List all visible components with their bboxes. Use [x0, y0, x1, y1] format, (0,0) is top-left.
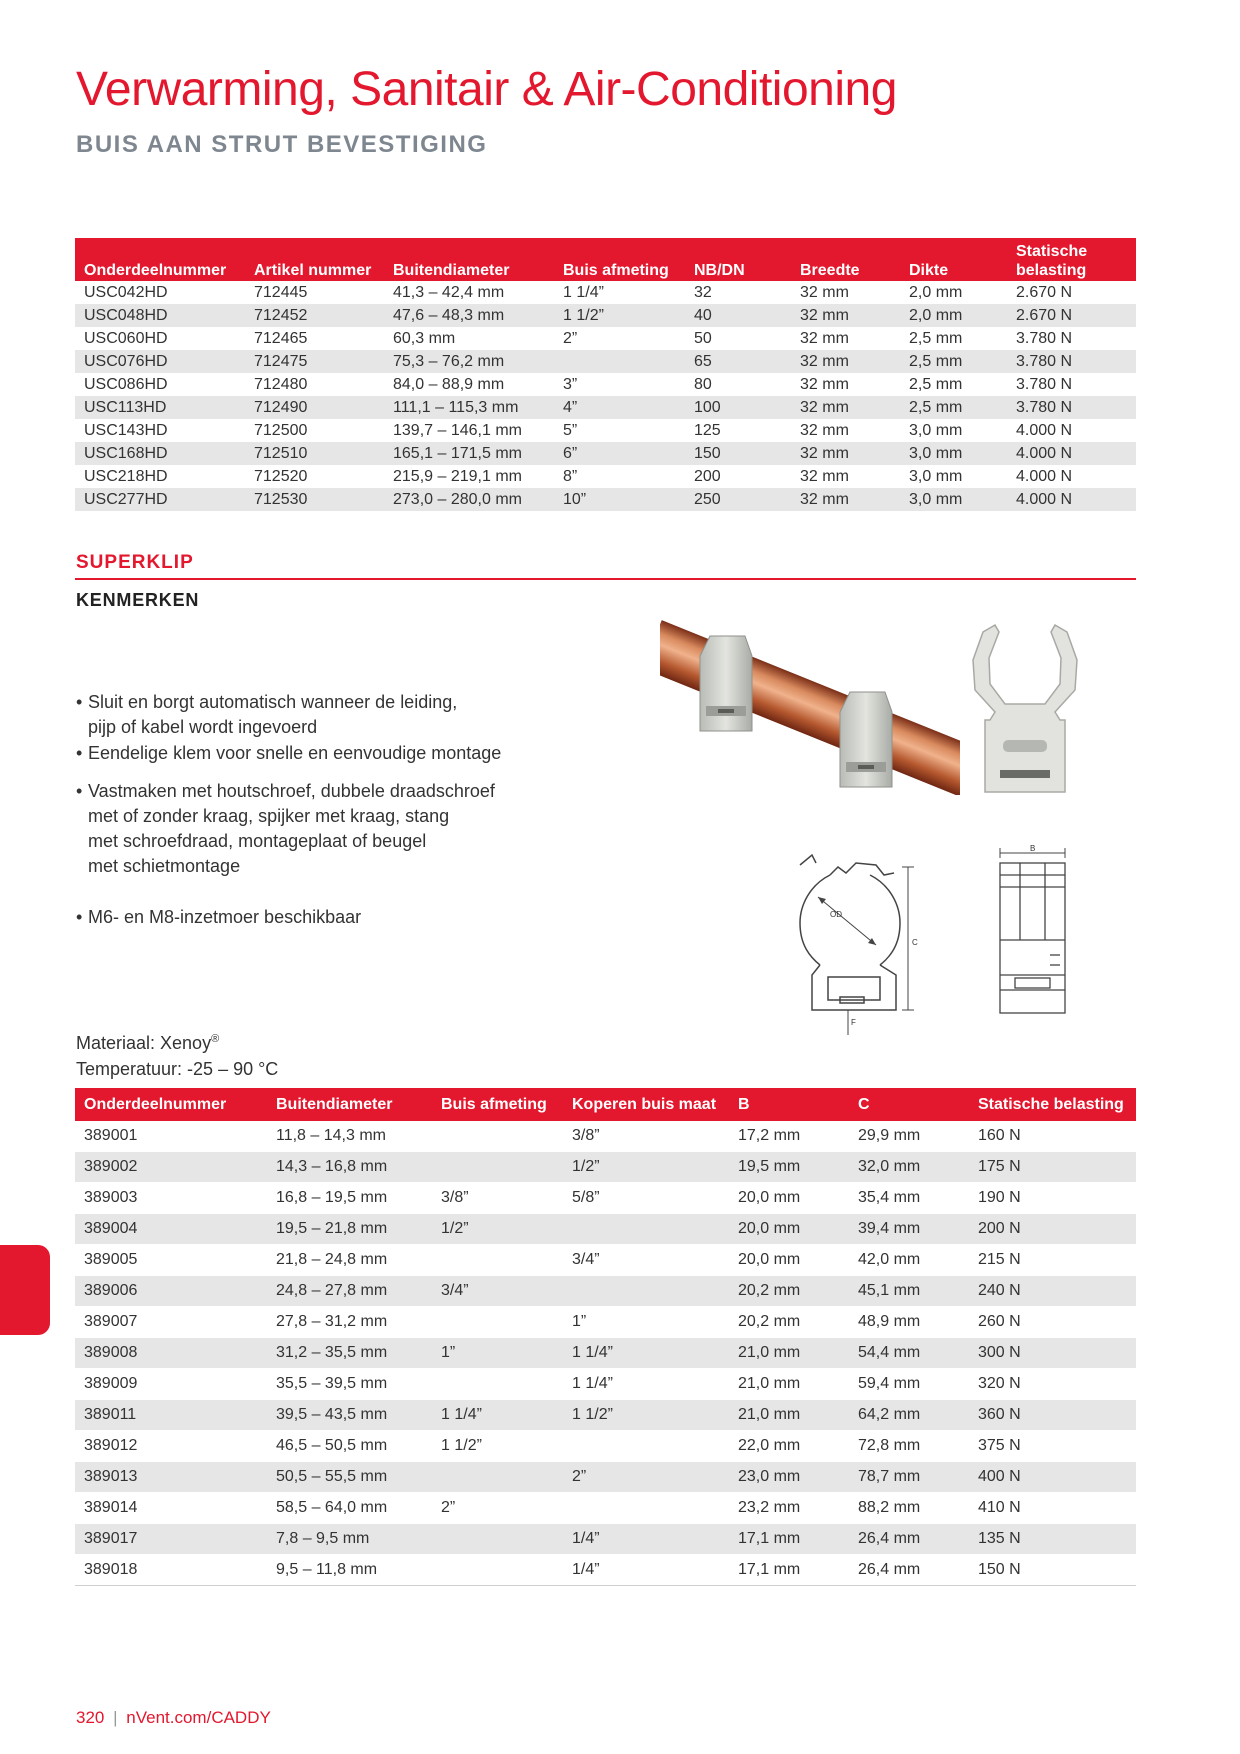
table-cell: 4”: [554, 396, 685, 419]
superklip-heading: SUPERKLIP: [76, 552, 194, 573]
column-header: Dikte: [900, 238, 1007, 281]
table-cell: 712490: [245, 396, 384, 419]
table-cell: USC168HD: [75, 442, 245, 465]
table-row: [75, 281, 1136, 304]
table-cell: 200: [694, 468, 721, 485]
table-cell: 17,1 mm: [729, 1555, 849, 1586]
table-row: [75, 396, 1136, 419]
table-cell: 190 N: [969, 1183, 1136, 1214]
table-cell: 2,0 mm: [909, 284, 963, 301]
table-cell: 1 1/2”: [432, 1431, 563, 1462]
material-line: Materiaal: Xenoy®: [76, 1033, 220, 1053]
table-cell: 215 N: [969, 1245, 1136, 1276]
table-row: [75, 304, 1136, 327]
table-cell: 240 N: [969, 1276, 1136, 1307]
table-row: [75, 488, 1136, 511]
table-cell: 50,5 – 55,5 mm: [267, 1462, 432, 1493]
table-cell: 32: [694, 284, 712, 301]
table-cell: 35,4 mm: [849, 1183, 969, 1214]
column-header: Breedte: [791, 238, 900, 281]
section-divider: [75, 578, 1136, 580]
table-cell: 4.000 N: [1007, 442, 1136, 465]
table-cell: 17,2 mm: [729, 1121, 849, 1152]
table-cell: 2,5 mm: [900, 350, 1007, 373]
table-cell: 45,1 mm: [849, 1276, 969, 1307]
column-header: Artikel nummer: [245, 238, 384, 281]
table-cell: 200 N: [969, 1214, 1136, 1245]
table-cell: 389011: [75, 1400, 267, 1431]
table-cell: 14,3 – 16,8 mm: [267, 1152, 432, 1183]
page-title: Verwarming, Sanitair & Air-Conditioning: [76, 63, 897, 116]
feature-line: Vastmaken met houtschroef, dubbele draadschroef: [88, 781, 495, 801]
table-cell: 32 mm: [791, 396, 900, 419]
table-cell: USC113HD: [75, 396, 245, 419]
table-cell: 32 mm: [791, 442, 900, 465]
features-heading: KENMERKEN: [76, 590, 200, 610]
table-cell: 8”: [563, 468, 578, 485]
table-cell: 32 mm: [800, 468, 849, 485]
table-cell: 21,0 mm: [729, 1400, 849, 1431]
bullet-icon: •: [76, 781, 83, 801]
table-cell: 375 N: [969, 1431, 1136, 1462]
table-cell: 410 N: [969, 1493, 1136, 1524]
table-cell: 48,9 mm: [849, 1307, 969, 1338]
table-cell: 20,2 mm: [729, 1307, 849, 1338]
column-header: Statische belasting: [969, 1088, 1136, 1121]
table-cell: 3/4”: [432, 1276, 563, 1307]
f-label: F: [851, 1018, 856, 1027]
table-row: [75, 1121, 1136, 1152]
table-row: [75, 1369, 1136, 1400]
single-clip-photo: [965, 620, 1095, 800]
table-cell: 3.780 N: [1007, 350, 1136, 373]
table-cell: [432, 1555, 563, 1586]
table-cell: 39,4 mm: [849, 1214, 969, 1245]
table-cell: 32 mm: [791, 488, 900, 511]
bullet-icon: •: [76, 692, 83, 712]
table-cell: 1”: [432, 1338, 563, 1369]
table-cell: USC076HD: [75, 350, 245, 373]
table-cell: 4.000 N: [1016, 422, 1073, 439]
table-cell: 64,2 mm: [849, 1400, 969, 1431]
table-cell: 50: [694, 330, 712, 347]
feature-item: [76, 779, 568, 879]
table-cell: 3/4”: [563, 1245, 729, 1276]
table-cell: 3,0 mm: [909, 422, 963, 439]
table-cell: 20,2 mm: [729, 1276, 849, 1307]
table-cell: 389014: [75, 1493, 267, 1524]
table-cell: 35,5 – 39,5 mm: [267, 1369, 432, 1400]
table-cell: [432, 1307, 563, 1338]
table-cell: [432, 1369, 563, 1400]
feature-item: [76, 741, 568, 766]
table-row: [75, 1493, 1136, 1524]
table-cell: 4.000 N: [1016, 468, 1073, 485]
table-row: [75, 350, 1136, 373]
table-cell: 2,5 mm: [909, 330, 963, 347]
table-cell: 54,4 mm: [849, 1338, 969, 1369]
strut-clamp-table: [75, 238, 1136, 511]
table-row: [75, 1462, 1136, 1493]
table-cell: 165,1 – 171,5 mm: [384, 442, 554, 465]
table-cell: 712480: [254, 376, 308, 393]
table-cell: 5/8”: [563, 1183, 729, 1214]
table-cell: [554, 350, 685, 373]
temperature-line: Temperatuur: -25 – 90 °C: [76, 1059, 279, 1079]
table-cell: 111,1 – 115,3 mm: [384, 396, 554, 419]
table-cell: 23,0 mm: [729, 1462, 849, 1493]
table-cell: 2,5 mm: [900, 396, 1007, 419]
table-row: [75, 1431, 1136, 1462]
column-header: Buitendiameter: [267, 1088, 432, 1121]
table-header-row: [75, 1088, 1136, 1121]
table-cell: 139,7 – 146,1 mm: [393, 422, 522, 439]
table-cell: [563, 1214, 729, 1245]
table-cell: 1 1/4”: [432, 1400, 563, 1431]
table-cell: [432, 1462, 563, 1493]
table-cell: 1”: [563, 1307, 729, 1338]
table-cell: 80: [694, 376, 712, 393]
table-cell: USC277HD: [75, 488, 245, 511]
table-cell: [432, 1152, 563, 1183]
table-cell: 175 N: [969, 1152, 1136, 1183]
table-cell: 389009: [75, 1369, 267, 1400]
table-cell: 2.670 N: [1007, 304, 1136, 327]
page-number: 320: [76, 1708, 105, 1727]
table-cell: 17,1 mm: [729, 1524, 849, 1555]
pipe-with-clips-photo: [660, 620, 960, 795]
table-cell: 1 1/2”: [563, 1400, 729, 1431]
table-cell: 300 N: [969, 1338, 1136, 1369]
bullet-icon: •: [76, 907, 83, 927]
table-cell: 273,0 – 280,0 mm: [384, 488, 554, 511]
feature-line: M6- en M8-inzetmoer beschikbaar: [88, 907, 362, 927]
table-row: [75, 1338, 1136, 1369]
feature-item: [76, 690, 568, 740]
registered-mark: ®: [211, 1033, 220, 1045]
table-row: [75, 1245, 1136, 1276]
table-cell: 88,2 mm: [849, 1493, 969, 1524]
od-label: OD: [830, 910, 842, 919]
column-header: Buitendiameter: [384, 238, 554, 281]
table-cell: 4.000 N: [1007, 488, 1136, 511]
table-cell: 21,8 – 24,8 mm: [267, 1245, 432, 1276]
table-cell: 59,4 mm: [849, 1369, 969, 1400]
table-cell: 1 1/4”: [563, 284, 604, 301]
feature-line: met schroefdraad, montageplaat of beugel: [88, 831, 427, 851]
table-cell: 7,8 – 9,5 mm: [267, 1524, 432, 1555]
table-cell: 20,0 mm: [729, 1214, 849, 1245]
table-cell: 3.780 N: [1016, 330, 1073, 347]
table-cell: 72,8 mm: [849, 1431, 969, 1462]
table-cell: 6”: [554, 442, 685, 465]
table-cell: USC143HD: [84, 422, 168, 439]
table-row: [75, 1524, 1136, 1555]
table-cell: 21,0 mm: [729, 1369, 849, 1400]
table-cell: [432, 1524, 563, 1555]
table-cell: 20,0 mm: [729, 1245, 849, 1276]
table-cell: 3/8”: [563, 1121, 729, 1152]
table-cell: 389017: [75, 1524, 267, 1555]
table-cell: 46,5 – 50,5 mm: [267, 1431, 432, 1462]
table-cell: 712500: [254, 422, 308, 439]
chapter-tab: [0, 1245, 50, 1335]
table-cell: 389013: [75, 1462, 267, 1493]
table-cell: 26,4 mm: [849, 1555, 969, 1586]
table-cell: 84,0 – 88,9 mm: [393, 376, 505, 393]
table-row: [75, 327, 1136, 350]
table-cell: 3,0 mm: [900, 488, 1007, 511]
table-cell: 29,9 mm: [849, 1121, 969, 1152]
table-cell: USC060HD: [84, 330, 168, 347]
table-cell: 32 mm: [800, 376, 849, 393]
table-row: [75, 1555, 1136, 1586]
table-cell: 389018: [75, 1555, 267, 1586]
table-cell: 320 N: [969, 1369, 1136, 1400]
table-cell: 712520: [254, 468, 308, 485]
table-cell: 32,0 mm: [849, 1152, 969, 1183]
table-cell: 1 1/2”: [554, 304, 685, 327]
table-cell: 150: [685, 442, 791, 465]
table-cell: 2”: [563, 330, 578, 347]
table-row: [75, 1276, 1136, 1307]
table-cell: [432, 1245, 563, 1276]
column-header: C: [849, 1088, 969, 1121]
table-cell: 16,8 – 19,5 mm: [267, 1183, 432, 1214]
table-cell: 23,2 mm: [729, 1493, 849, 1524]
column-header: Onderdeelnummer: [75, 238, 245, 281]
table-cell: 3,0 mm: [909, 468, 963, 485]
table-cell: 19,5 mm: [729, 1152, 849, 1183]
strut-clamp-table-wrapper: [75, 238, 1136, 511]
table-cell: 32 mm: [791, 350, 900, 373]
table-cell: 389004: [75, 1214, 267, 1245]
table-cell: 712510: [245, 442, 384, 465]
column-header: NB/DN: [685, 238, 791, 281]
feature-line: met of zonder kraag, spijker met kraag, stang: [88, 806, 450, 826]
table-cell: 712452: [245, 304, 384, 327]
table-cell: 1/4”: [563, 1555, 729, 1586]
table-cell: 389002: [75, 1152, 267, 1183]
table-cell: 389007: [75, 1307, 267, 1338]
table-cell: 160 N: [969, 1121, 1136, 1152]
table-cell: 27,8 – 31,2 mm: [267, 1307, 432, 1338]
table-cell: 400 N: [969, 1462, 1136, 1493]
table-cell: 2”: [563, 1462, 729, 1493]
table-cell: 65: [685, 350, 791, 373]
superklip-table-wrapper: [75, 1088, 1136, 1586]
table-cell: 22,0 mm: [729, 1431, 849, 1462]
table-cell: [432, 1121, 563, 1152]
table-cell: 21,0 mm: [729, 1338, 849, 1369]
table-cell: 2”: [432, 1493, 563, 1524]
table-cell: 41,3 – 42,4 mm: [393, 284, 505, 301]
table-cell: USC048HD: [75, 304, 245, 327]
table-cell: 32 mm: [791, 304, 900, 327]
column-header: Koperen buis maat: [563, 1088, 729, 1121]
clip-front-view-drawing: [790, 845, 940, 1040]
table-cell: 5”: [563, 422, 578, 439]
table-cell: 39,5 – 43,5 mm: [267, 1400, 432, 1431]
table-cell: 32 mm: [800, 284, 849, 301]
table-cell: USC218HD: [84, 468, 168, 485]
footer-site: nVent.com/CADDY: [126, 1708, 271, 1727]
table-cell: 9,5 – 11,8 mm: [267, 1555, 432, 1586]
table-row: [75, 373, 1136, 396]
column-header: Statische belasting: [1007, 238, 1136, 281]
table-cell: 712475: [245, 350, 384, 373]
table-row: [75, 465, 1136, 488]
table-cell: 10”: [554, 488, 685, 511]
table-cell: 20,0 mm: [729, 1183, 849, 1214]
table-cell: [563, 1431, 729, 1462]
table-cell: 1/2”: [563, 1152, 729, 1183]
column-header: Buis afmeting: [432, 1088, 563, 1121]
clip-left: [700, 636, 752, 731]
table-cell: 24,8 – 27,8 mm: [267, 1276, 432, 1307]
table-cell: 1/4”: [563, 1524, 729, 1555]
table-cell: 78,7 mm: [849, 1462, 969, 1493]
table-cell: [563, 1276, 729, 1307]
table-cell: 1 1/4”: [563, 1338, 729, 1369]
table-cell: 47,6 – 48,3 mm: [384, 304, 554, 327]
bullet-icon: •: [76, 743, 83, 763]
table-cell: 2,0 mm: [900, 304, 1007, 327]
table-cell: 3.780 N: [1007, 396, 1136, 419]
feature-line: Sluit en borgt automatisch wanneer de leiding,: [88, 692, 458, 712]
table-cell: 389006: [75, 1276, 267, 1307]
table-cell: 75,3 – 76,2 mm: [384, 350, 554, 373]
table-cell: 389008: [75, 1338, 267, 1369]
superklip-table: [75, 1088, 1136, 1586]
material-info: [76, 1026, 278, 1082]
table-cell: 2.670 N: [1016, 284, 1073, 301]
section-title: BUIS AAN STRUT BEVESTIGING: [76, 131, 488, 158]
table-cell: 389003: [75, 1183, 267, 1214]
table-row: [75, 1307, 1136, 1338]
table-cell: 389001: [75, 1121, 267, 1152]
table-cell: 135 N: [969, 1524, 1136, 1555]
table-row: [75, 442, 1136, 465]
table-cell: 32 mm: [800, 330, 849, 347]
table-header-row: [75, 238, 1136, 281]
table-cell: 712445: [254, 284, 308, 301]
table-row: [75, 419, 1136, 442]
table-cell: 250: [685, 488, 791, 511]
table-cell: 58,5 – 64,0 mm: [267, 1493, 432, 1524]
table-cell: 3”: [563, 376, 578, 393]
table-cell: 712465: [254, 330, 308, 347]
b-label: B: [1030, 845, 1036, 853]
table-cell: 150 N: [969, 1555, 1136, 1586]
table-cell: 389012: [75, 1431, 267, 1462]
table-row: [75, 1400, 1136, 1431]
table-cell: 32 mm: [800, 422, 849, 439]
table-cell: 3/8”: [432, 1183, 563, 1214]
table-cell: [563, 1493, 729, 1524]
table-cell: 389005: [75, 1245, 267, 1276]
clip-side-view-drawing: [995, 845, 1075, 1020]
feature-item: [76, 905, 568, 930]
table-cell: 31,2 – 35,5 mm: [267, 1338, 432, 1369]
table-cell: 125: [694, 422, 721, 439]
table-cell: 42,0 mm: [849, 1245, 969, 1276]
table-cell: 100: [685, 396, 791, 419]
feature-line: pijp of kabel wordt ingevoerd: [88, 717, 318, 737]
table-cell: 3.780 N: [1016, 376, 1073, 393]
table-cell: 40: [685, 304, 791, 327]
footer: [76, 1708, 271, 1728]
c-label: C: [912, 938, 918, 947]
table-cell: 260 N: [969, 1307, 1136, 1338]
table-row: [75, 1183, 1136, 1214]
table-cell: 26,4 mm: [849, 1524, 969, 1555]
table-cell: 215,9 – 219,1 mm: [393, 468, 522, 485]
table-cell: 1 1/4”: [563, 1369, 729, 1400]
footer-separator: |: [113, 1708, 118, 1727]
column-header: B: [729, 1088, 849, 1121]
table-row: [75, 1152, 1136, 1183]
table-cell: 712530: [245, 488, 384, 511]
column-header: Buis afmeting: [554, 238, 685, 281]
table-cell: 19,5 – 21,8 mm: [267, 1214, 432, 1245]
table-cell: 360 N: [969, 1400, 1136, 1431]
table-cell: 60,3 mm: [393, 330, 456, 347]
table-cell: USC086HD: [84, 376, 168, 393]
table-cell: 2,5 mm: [909, 376, 963, 393]
clip-right: [840, 692, 892, 787]
table-cell: 11,8 – 14,3 mm: [267, 1121, 432, 1152]
feature-line: met schietmontage: [88, 856, 241, 876]
column-header: Onderdeelnummer: [75, 1088, 267, 1121]
feature-line: Eendelige klem voor snelle en eenvoudige montage: [88, 743, 502, 763]
table-row: [75, 1214, 1136, 1245]
table-cell: 1/2”: [432, 1214, 563, 1245]
table-cell: USC042HD: [84, 284, 168, 301]
table-cell: 3,0 mm: [900, 442, 1007, 465]
